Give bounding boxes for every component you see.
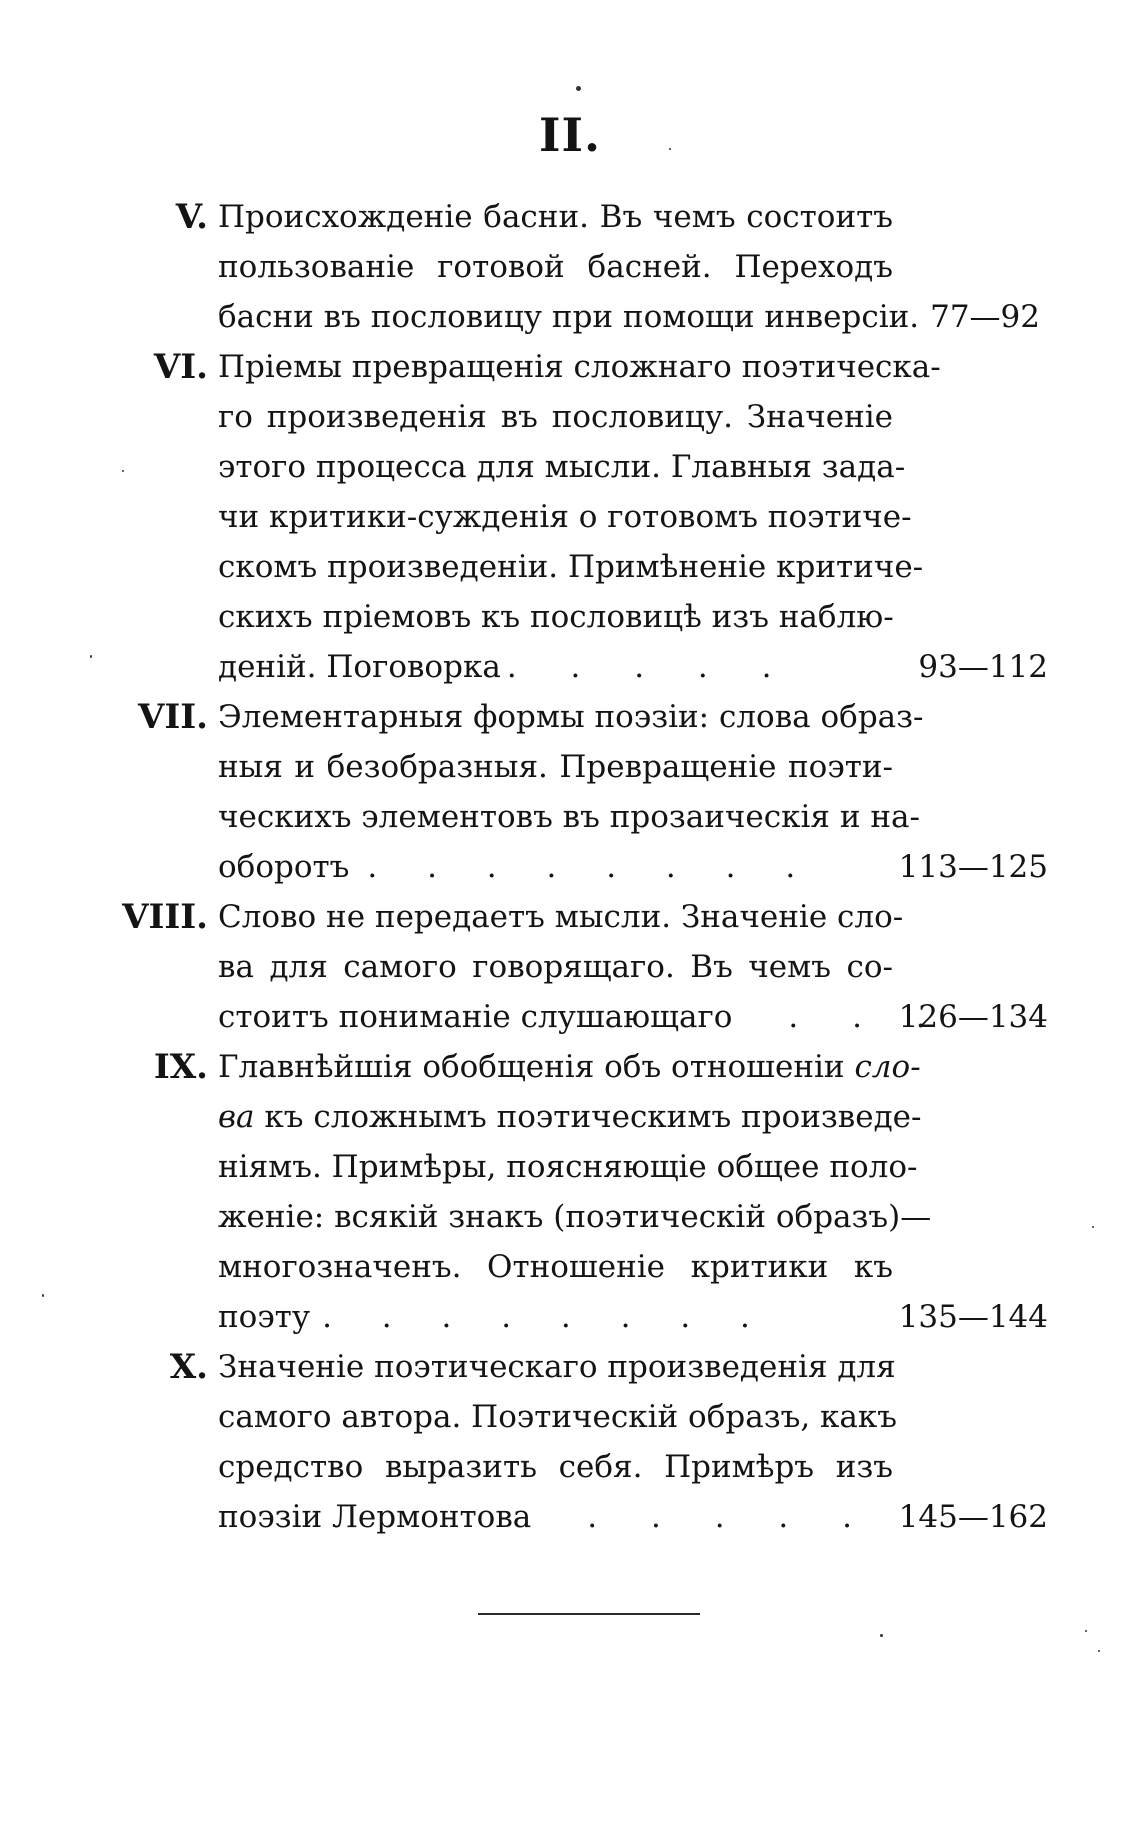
entry-line: этого процесса для мысли. Главныя зада-: [218, 449, 906, 485]
scan-speck: [576, 86, 581, 91]
entry-line: Слово не передаетъ мысли. Значеніе сло-: [218, 899, 904, 935]
scan-speck: [90, 655, 92, 658]
entry-text: оборотъ: [218, 849, 350, 885]
scan-speck: [1092, 1226, 1094, 1228]
chapter-numeral: X.: [169, 1347, 208, 1387]
dot-leader: . . . . .: [506, 649, 772, 685]
dot-leader: . . .: [788, 999, 926, 1035]
entry-line-final: [218, 1292, 893, 1342]
entry-line: басни въ пословицу при помощи инверсіи.: [218, 299, 920, 335]
toc-entry-x: [0, 1342, 1140, 1542]
entry-text: къ сложнымъ поэтическимъ произведе-: [264, 1099, 922, 1135]
entry-line: го произведенія въ пословицу. Значеніе: [218, 399, 893, 435]
toc-entry-ix: [0, 1042, 1140, 1342]
toc-entry-viii: [0, 892, 1140, 1042]
page-range: 77—92: [930, 299, 1040, 335]
entry-line: многозначенъ. Отношеніе критики къ: [218, 1249, 893, 1285]
dot-leader: . . . . . . . .: [322, 1299, 750, 1335]
page-range: 126—134: [898, 999, 1048, 1035]
toc-entry-vi: [0, 342, 1140, 692]
scan-speck: [1098, 1650, 1100, 1652]
scan-speck: [42, 1294, 44, 1297]
entry-line: женіе: всякій знакъ (поэтическій образъ)—: [218, 1199, 932, 1235]
toc-entry-vii: [0, 692, 1140, 892]
entry-line-final: [218, 642, 893, 692]
entry-text: стоитъ пониманіе слушающаго: [218, 999, 733, 1035]
entry-line: ческихъ элементовъ въ прозаическія и на-: [218, 799, 920, 835]
page-range: 135—144: [898, 1299, 1048, 1335]
entry-text: поэзіи Лермонтова: [218, 1499, 532, 1535]
chapter-numeral: VII.: [137, 697, 208, 737]
entry-line: самого автора. Поэтическій образъ, какъ: [218, 1399, 897, 1435]
dot-leader: . . . . .: [587, 1499, 852, 1535]
chapter-numeral: IX.: [153, 1047, 208, 1087]
closing-rule: [478, 1613, 700, 1615]
entry-text: Главнѣйшія обобщенія объ отношеніи: [218, 1049, 845, 1085]
entry-line: скихъ пріемовъ къ пословицѣ изъ наблю-: [218, 599, 894, 635]
entry-line: ніямъ. Примѣры, поясняющіе общее поло-: [218, 1149, 918, 1185]
scan-speck: [1085, 1630, 1087, 1632]
entry-line: ва для самого говорящаго. Въ чемъ со-: [218, 949, 893, 985]
dot-leader: . . . . . . . .: [367, 849, 796, 885]
entry-line: Значеніе поэтическаго произведенія для: [218, 1349, 896, 1385]
table-of-contents: [0, 192, 1140, 1542]
entry-line-final: [218, 992, 926, 1042]
entry-line: Пріемы превращенія сложнаго поэтическа-: [218, 349, 941, 385]
entry-line: скомъ произведеніи. Примѣненіе критиче-: [218, 549, 924, 585]
chapter-numeral: V.: [175, 197, 208, 237]
entry-line: Элементарныя формы поэзіи: слова образ-: [218, 699, 924, 735]
entry-line: средство выразить себя. Примѣръ изъ: [218, 1449, 893, 1485]
page-range: 113—125: [898, 849, 1048, 885]
entry-line: Происхожденіе басни. Въ чемъ состоитъ: [218, 199, 893, 235]
entry-text-italic: сло-: [854, 1049, 921, 1085]
entry-line-final: [218, 1492, 893, 1542]
toc-entry-v: [0, 192, 1140, 342]
entry-line: [218, 1092, 922, 1142]
entry-line: чи критики-сужденія о готовомъ поэтиче-: [218, 499, 912, 535]
running-head: II.: [538, 108, 602, 162]
entry-line: пользованіе готовой басней. Переходъ: [218, 249, 893, 285]
page-range: 145—162: [898, 1499, 1048, 1535]
entry-text: деній. Поговорка: [218, 649, 501, 685]
chapter-numeral: VI.: [153, 347, 208, 387]
entry-text-italic: ва: [218, 1099, 255, 1135]
entry-line: ныя и безобразныя. Превращеніе поэти-: [218, 749, 893, 785]
scan-speck: [122, 470, 124, 472]
entry-line-final: [218, 842, 893, 892]
chapter-numeral: VIII.: [122, 897, 208, 937]
entry-line: [218, 1042, 921, 1092]
scan-speck: [880, 1634, 883, 1637]
page-range: 93—112: [918, 649, 1048, 685]
entry-text: поэту: [218, 1299, 311, 1335]
scan-speck: [669, 148, 671, 150]
